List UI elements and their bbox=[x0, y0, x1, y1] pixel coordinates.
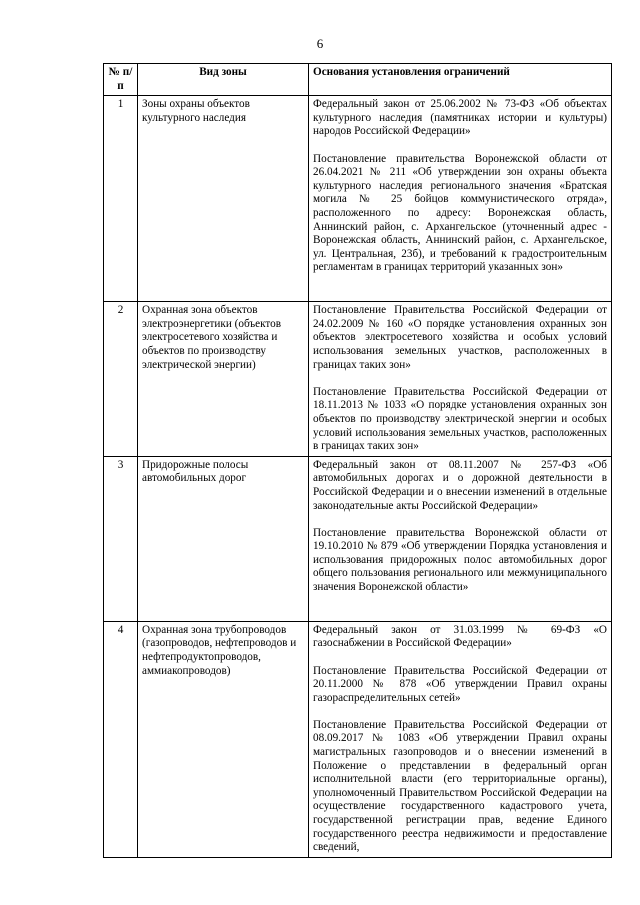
table-header-row bbox=[104, 64, 612, 96]
table-row bbox=[104, 302, 612, 457]
row-number: 3 bbox=[104, 456, 138, 621]
table-row bbox=[104, 621, 612, 857]
row-number: 2 bbox=[104, 302, 138, 457]
zone-name: Охранная зона объектов электроэнергетики (объектов электросетевого хозяйства и объектов по производству электрической энергии) bbox=[138, 302, 309, 457]
page-number: 6 bbox=[316, 36, 324, 51]
basis-paragraph: Федеральный закон от 25.06.2002 № 73-ФЗ «Об объектах культурного наследия (памятниках истории и культуры) народов Российской Федерации» bbox=[313, 98, 607, 138]
zone-name: Зоны охраны объектов культурного наследия bbox=[138, 96, 309, 302]
basis-cell bbox=[309, 302, 612, 457]
zones-table bbox=[103, 63, 612, 858]
basis-paragraph: Постановление Правительства Российской Федерации от 08.09.2017 № 1083 «Об утверждении Правил охраны магистральных газопроводов и о внесении изменений в Положение о представлении в федеральный орган исполнительной власти (его территориальные органы), уполномоченный Правительством Российской Федерации на осуществление государственного кадастрового учета, государственной регистрации прав, ведение Единого государственного реестра недвижимости и предоставление сведений, bbox=[313, 718, 607, 854]
basis-paragraph: Постановление правительства Воронежской области от 26.04.2021 № 211 «Об утверждении зон охраны объекта культурного наследия регионального значения «Братская могила № 25 бойцов коммунистического отряда», расположенного по адресу: Воронежская область, Аннинский район, с. Архангельское (уточненный адрес - Воронежская область, Аннинский район, с. Архангельское, ул. Центральная, 23б), и требований к градостроительным регламентам в границах территорий указанных зон» bbox=[313, 152, 607, 274]
basis-cell bbox=[309, 96, 612, 302]
basis-paragraph: Федеральный закон от 31.03.1999 № 69-ФЗ «О газоснабжении в Российской Федерации» bbox=[313, 623, 607, 650]
zone-name: Придорожные полосы автомобильных дорог bbox=[138, 456, 309, 621]
header-basis: Основания установления ограничений bbox=[309, 64, 612, 96]
basis-paragraph: Постановление Правительства Российской Федерации от 20.11.2000 № 878 «Об утверждении Правил охраны газораспределительных сетей» bbox=[313, 664, 607, 704]
table-row bbox=[104, 96, 612, 302]
row-number: 1 bbox=[104, 96, 138, 302]
zone-name: Охранная зона трубопроводов (газопроводов, нефтепроводов и нефтепродуктопроводов, аммиакопроводов) bbox=[138, 621, 309, 857]
basis-paragraph: Федеральный закон от 08.11.2007 № 257-ФЗ «Об автомобильных дорогах и о дорожной деятельности в Российской Федерации и о внесении изменений в отдельные законодательные акты Российской Федерации» bbox=[313, 458, 607, 512]
header-num: № п/п bbox=[104, 64, 138, 96]
table-row bbox=[104, 456, 612, 621]
basis-paragraph: Постановление Правительства Российской Федерации от 24.02.2009 № 160 «О порядке установления охранных зон объектов электросетевого хозяйства и особых условий использования земельных участков, расположенных в границах таких зон» bbox=[313, 304, 607, 371]
header-zone: Вид зоны bbox=[138, 64, 309, 96]
row-number: 4 bbox=[104, 621, 138, 857]
basis-paragraph: Постановление правительства Воронежской области от 19.10.2010 № 879 «Об утверждении Порядка установления и использования придорожных полос автомобильных дорог общего пользования регионального или межмуниципального значения Воронежской области» bbox=[313, 526, 607, 594]
basis-paragraph: Постановление Правительства Российской Федерации от 18.11.2013 № 1033 «О порядке установления охранных зон объектов по производству электрической энергии и особых условий использования земельных участков, расположенных в границах таких зон» bbox=[313, 385, 607, 453]
basis-cell bbox=[309, 456, 612, 621]
basis-cell bbox=[309, 621, 612, 857]
